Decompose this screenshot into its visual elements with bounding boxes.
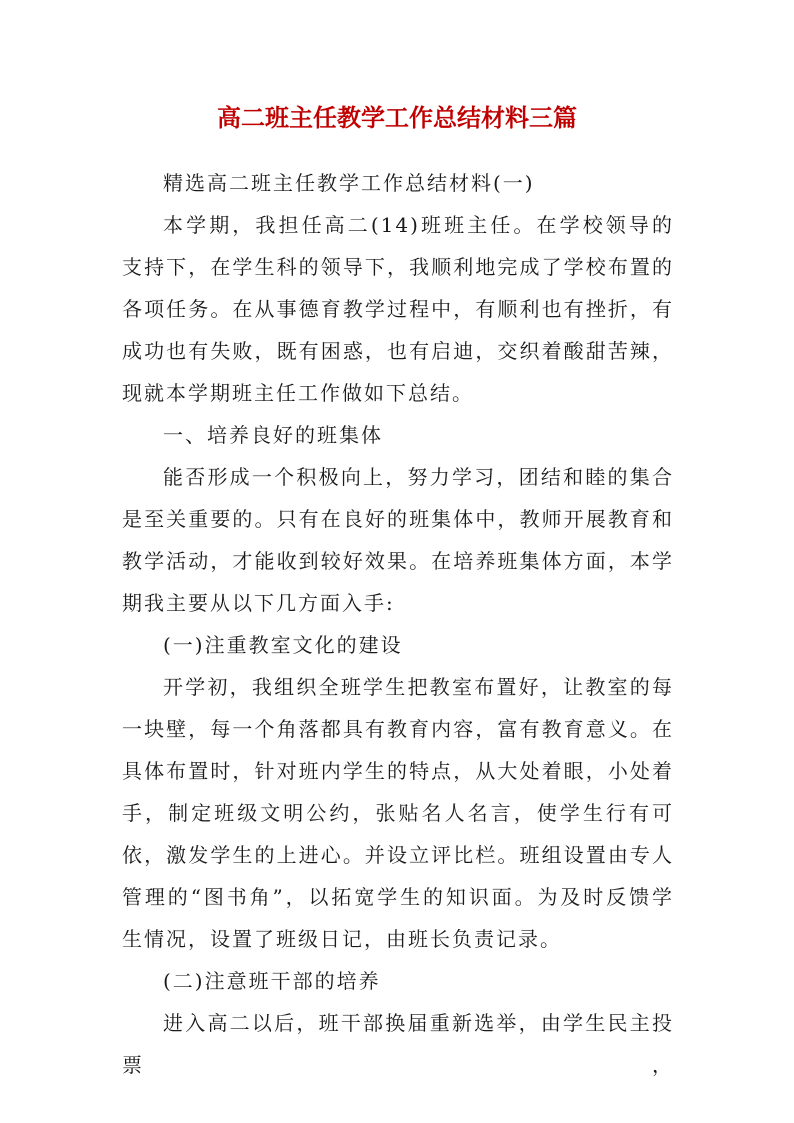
section-heading: (二)注意班干部的培养 [163, 969, 381, 993]
section-heading: 精选高二班主任教学工作总结材料(一) [163, 171, 535, 195]
document-title: 高二班主任教学工作总结材料三篇 [217, 104, 577, 132]
paragraph: 开学初，我组织全班学生把教室布置好，让教室的每一块壁，每一个角落都具有教育内容，富有教育意义。在具体布置时，针对班内学生的特点，从大处着眼，小处着手，制定班级文明公约，张贴名人名言，使学生行有可依，激发学生的上进心。并设立评比栏。班组设置由专人管理的“图书角”，以拓宽学生的知识面。为及时反馈学生情况，设置了班级日记，由班长负责记录。 [122, 675, 674, 951]
section-heading: 一、培养良好的班集体 [163, 423, 383, 447]
paragraph: 进入高二以后，班干部换届重新选举，由学生民主投票， [122, 1011, 674, 1077]
section-heading: (一)注重教室文化的建设 [163, 633, 403, 657]
paragraph: 能否形成一个积极向上，努力学习，团结和睦的集合是至关重要的。只有在良好的班集体中，教师开展教育和教学活动，才能收到较好效果。在培养班集体方面，本学期我主要从以下几方面入手: [122, 465, 674, 615]
paragraph: 本学期，我担任高二(14)班班主任。在学校领导的支持下，在学生科的领导下，我顺利地完成了学校布置的各项任务。在从事德育教学过程中，有顺利也有挫折，有成功也有失败，既有困惑，也有启迪，交织着酸甜苦辣，现就本学期班主任工作做如下总结。 [122, 213, 674, 405]
document-body [122, 162, 674, 1086]
